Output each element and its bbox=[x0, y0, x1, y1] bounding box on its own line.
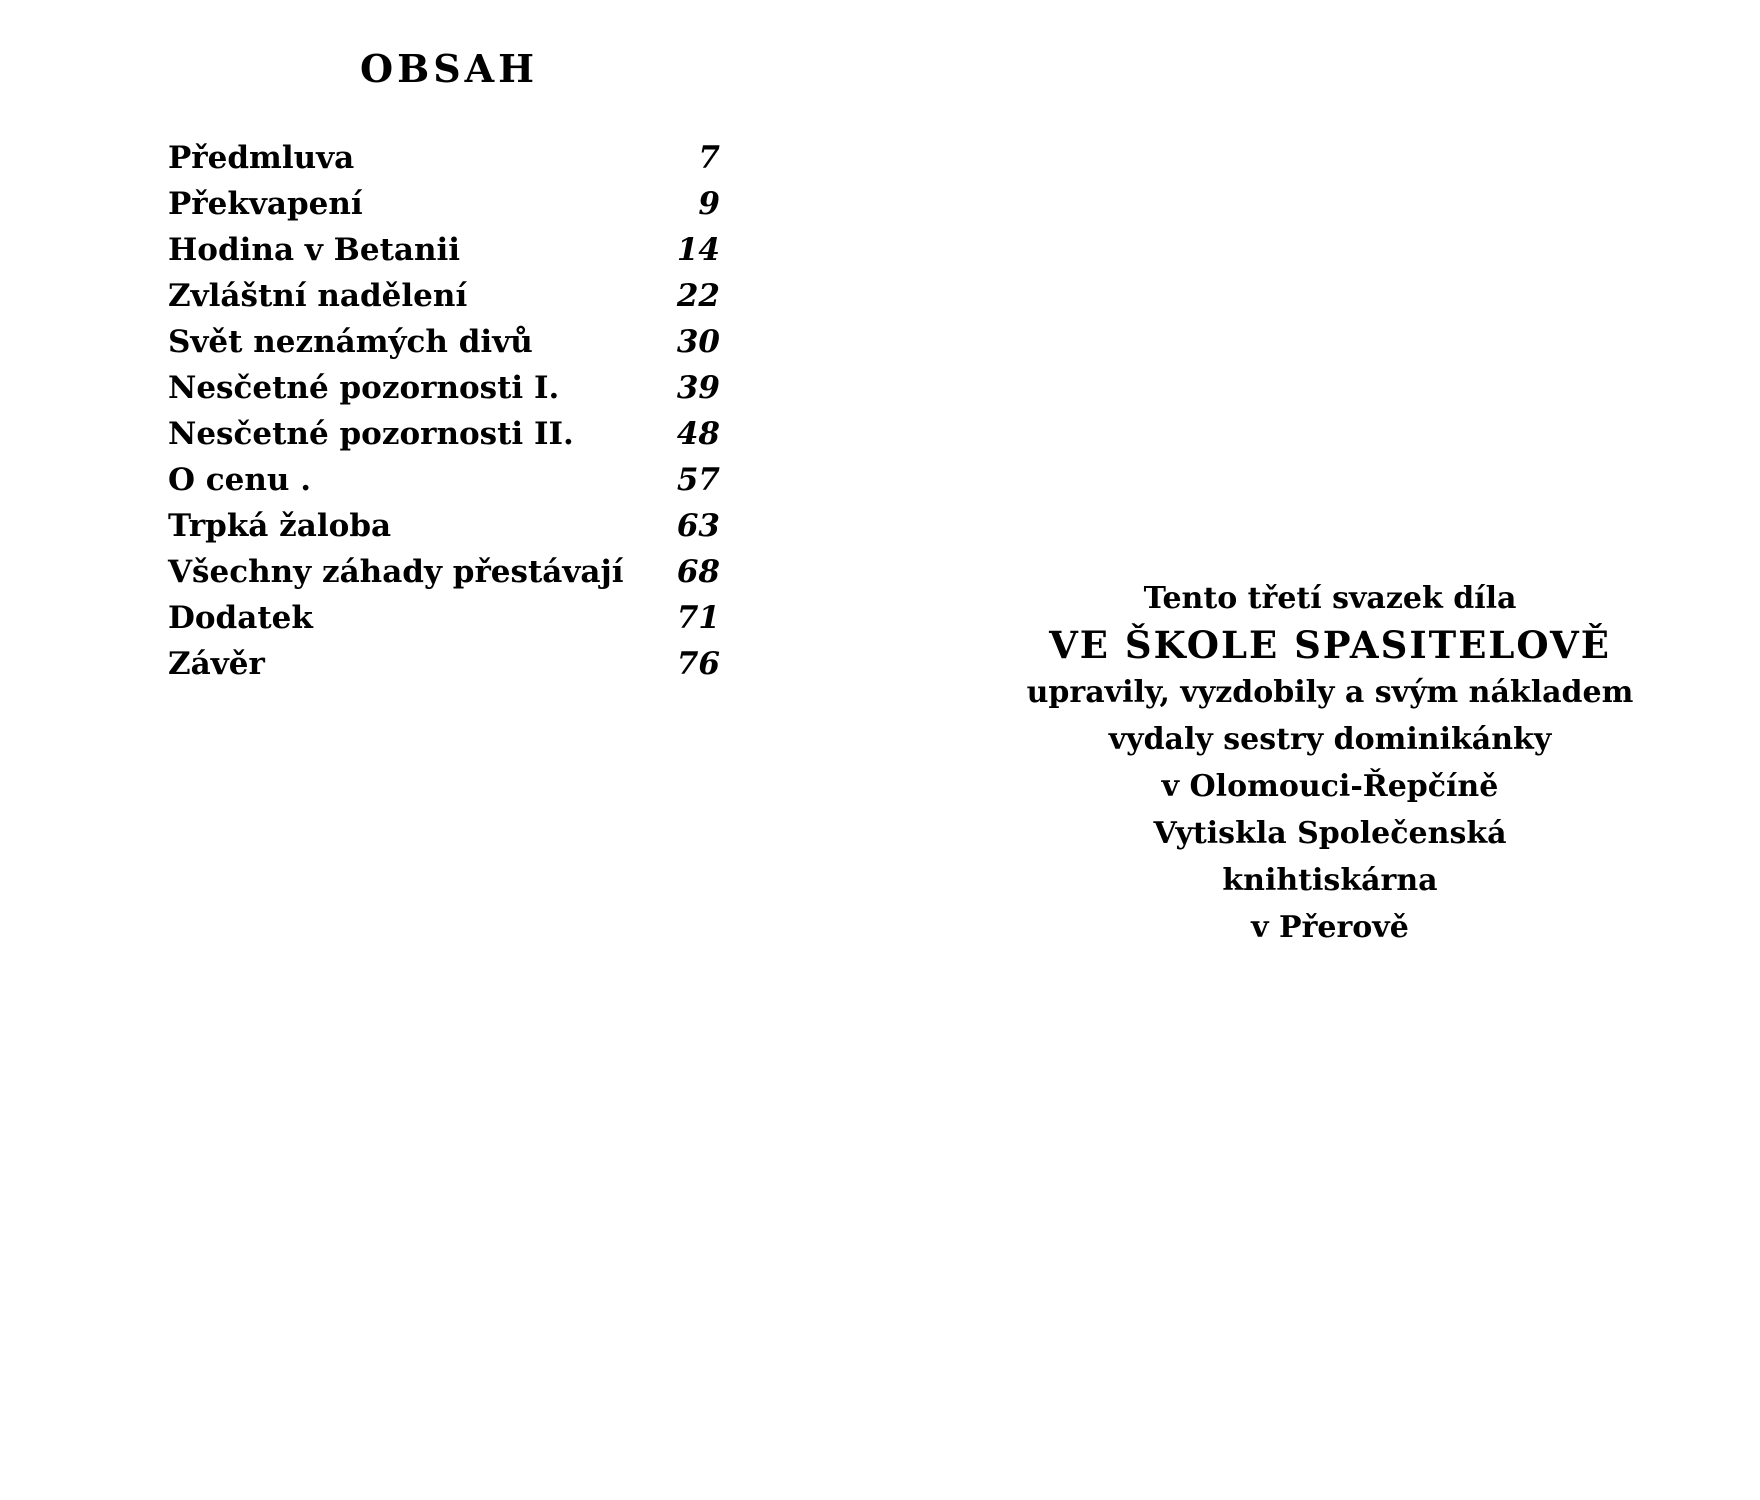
toc-entry-title: Trpká žaloba bbox=[168, 508, 392, 544]
colophon bbox=[1000, 575, 1660, 951]
toc-entry-title: Dodatek bbox=[168, 600, 313, 636]
toc-entry-title: Předmluva bbox=[168, 140, 355, 176]
toc-entry-title: Překvapení bbox=[168, 186, 363, 222]
toc-entry-page: 71 bbox=[676, 600, 720, 636]
colophon-printer: knihtiskárna bbox=[1222, 863, 1438, 898]
toc-entry bbox=[168, 186, 720, 232]
toc-entry-title: Hodina v Betanii bbox=[168, 232, 461, 268]
colophon-line: vydaly sestry dominikánky bbox=[1108, 722, 1552, 757]
colophon-line: v Olomouci-Řepčíně bbox=[1161, 769, 1499, 804]
toc-entry-title: Nesčetné pozornosti II. bbox=[168, 416, 574, 452]
toc-entry bbox=[168, 140, 720, 186]
toc-heading: OBSAH bbox=[360, 46, 539, 91]
toc-entry bbox=[168, 554, 720, 600]
toc-entry bbox=[168, 462, 720, 508]
toc-entry-page: 22 bbox=[676, 278, 720, 314]
toc-list bbox=[168, 140, 720, 692]
toc-entry-page: 7 bbox=[698, 140, 720, 176]
toc-entry-title: Zvláštní nadělení bbox=[168, 278, 468, 314]
toc-entry-page: 57 bbox=[676, 462, 720, 498]
toc-entry bbox=[168, 646, 720, 692]
toc-entry-page: 76 bbox=[676, 646, 720, 682]
toc-entry-page: 14 bbox=[676, 232, 720, 268]
toc-entry-page: 30 bbox=[676, 324, 720, 360]
toc-entry bbox=[168, 324, 720, 370]
toc-entry bbox=[168, 416, 720, 462]
toc-entry bbox=[168, 232, 720, 278]
toc-entry bbox=[168, 508, 720, 554]
colophon-line: upravily, vyzdobily a svým nákladem bbox=[1026, 675, 1634, 710]
colophon-intro: Tento třetí svazek díla bbox=[1143, 581, 1517, 616]
toc-entry-title: Závěr bbox=[168, 646, 265, 682]
colophon-printer-location: v Přerově bbox=[1251, 910, 1409, 945]
toc-entry-title: Všechny záhady přestávají bbox=[168, 554, 624, 590]
toc-entry-page: 9 bbox=[698, 186, 720, 222]
toc-entry-title: Svět neznámých divů bbox=[168, 324, 533, 360]
toc-entry-title: Nesčetné pozornosti I. bbox=[168, 370, 560, 406]
toc-entry-page: 63 bbox=[676, 508, 720, 544]
toc-entry bbox=[168, 370, 720, 416]
toc-entry-page: 48 bbox=[676, 416, 720, 452]
toc-entry-page: 68 bbox=[676, 554, 720, 590]
toc-entry bbox=[168, 600, 720, 646]
toc-entry-title: O cenu . bbox=[168, 462, 312, 498]
colophon-printer: Vytiskla Společenská bbox=[1153, 816, 1507, 851]
colophon-work-title: VE ŠKOLE SPASITELOVĚ bbox=[1049, 623, 1611, 667]
toc-entry bbox=[168, 278, 720, 324]
toc-entry-page: 39 bbox=[676, 370, 720, 406]
